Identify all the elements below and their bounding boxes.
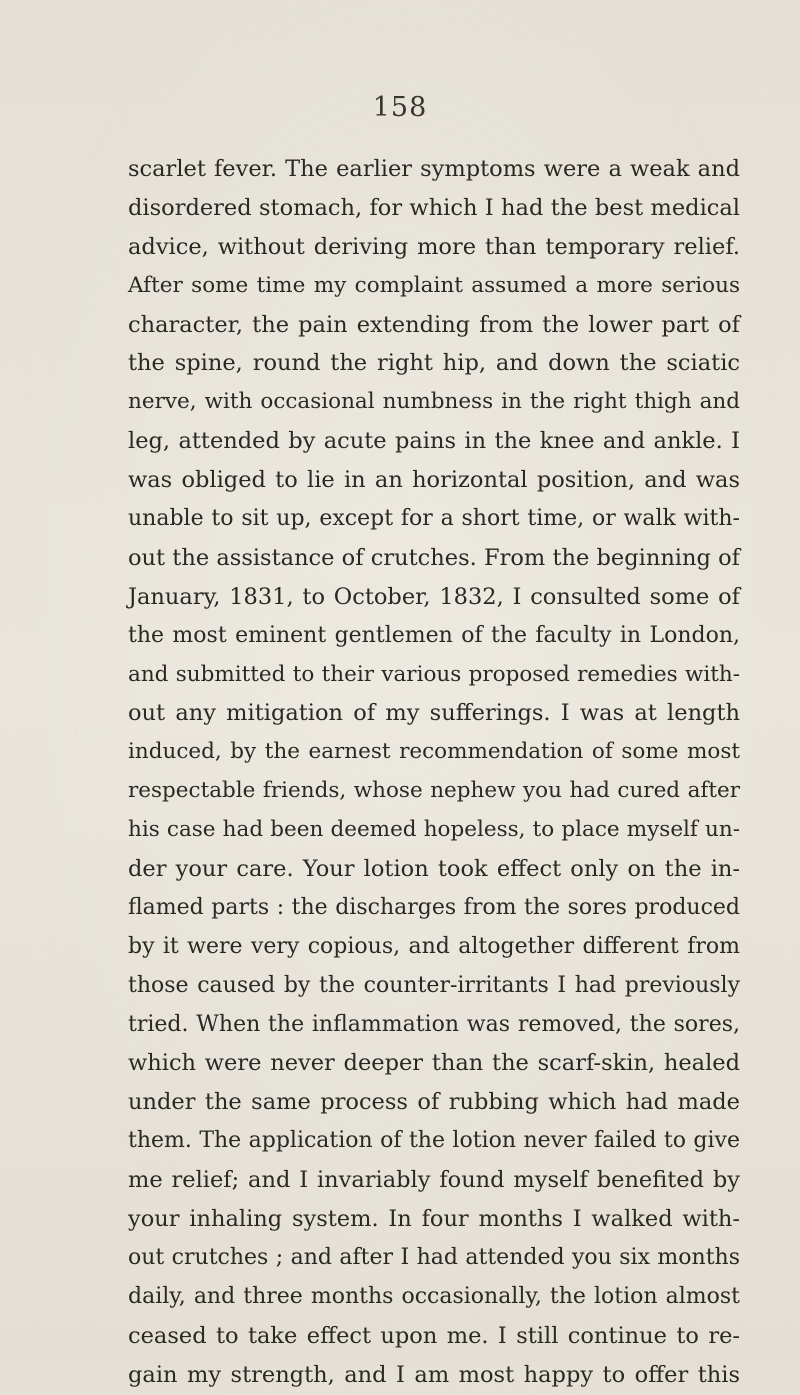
- text-line: by it were very copious, and altogether different from: [128, 933, 740, 959]
- text-line: out any mitigation of my sufferings. I was at length: [128, 700, 740, 727]
- text-line: leg, attended by acute pains in the knee and ankle. I: [128, 428, 740, 455]
- text-line: them. The application of the lotion never failed to give: [128, 1128, 740, 1154]
- text-line: and submitted to their various proposed remedies with-: [128, 661, 740, 687]
- text-line: advice, without deriving more than temporary relief.: [128, 233, 740, 260]
- body-text: [128, 150, 740, 1395]
- text-line: under the same process of rubbing which had made: [128, 1089, 740, 1116]
- text-line: flamed parts : the discharges from the sores produced: [128, 894, 740, 920]
- text-line: me relief; and I invariably found myself benefited by: [128, 1167, 740, 1194]
- text-line: unable to sit up, except for a short time, or walk with-: [128, 506, 740, 532]
- text-line: daily, and three months occasionally, the lotion almost: [128, 1283, 740, 1309]
- text-line: respectable friends, whose nephew you had cured after: [128, 778, 740, 804]
- text-line: January, 1831, to October, 1832, I consulted some of: [128, 583, 740, 610]
- text-line: tried. When the inflammation was removed, the sores,: [128, 1011, 740, 1037]
- text-line: the spine, round the right hip, and down the sciatic: [128, 350, 740, 377]
- text-line: was obliged to lie in an horizontal position, and was: [128, 467, 740, 494]
- text-line: ceased to take effect upon me. I still continue to re-: [128, 1322, 740, 1349]
- text-line: scarlet fever. The earlier symptoms were a weak and: [128, 156, 740, 182]
- text-line: out crutches ; and after I had attended you six months: [128, 1244, 740, 1270]
- text-line: which were never deeper than the scarf-skin, healed: [128, 1050, 740, 1077]
- text-line: nerve, with occasional numbness in the right thigh and: [128, 389, 740, 415]
- text-line: character, the pain extending from the lower part of: [128, 311, 740, 338]
- text-line: your inhaling system. In four months I walked with-: [128, 1206, 740, 1233]
- text-line: der your care. Your lotion took effect only on the in-: [128, 856, 740, 883]
- text-line: those caused by the counter-irritants I had previously: [128, 972, 740, 998]
- text-line: After some time my complaint assumed a more serious: [128, 272, 740, 298]
- text-line: out the assistance of crutches. From the beginning of: [128, 544, 740, 571]
- page-number: 158: [372, 92, 428, 123]
- text-line: gain my strength, and I am most happy to offer this: [128, 1361, 740, 1388]
- text-line: the most eminent gentlemen of the faculty in London,: [128, 622, 740, 648]
- text-line: his case had been deemed hopeless, to place myself un-: [128, 817, 740, 843]
- text-line: induced, by the earnest recommendation of some most: [128, 739, 740, 765]
- text-line: disordered stomach, for which I had the best medical: [128, 194, 740, 221]
